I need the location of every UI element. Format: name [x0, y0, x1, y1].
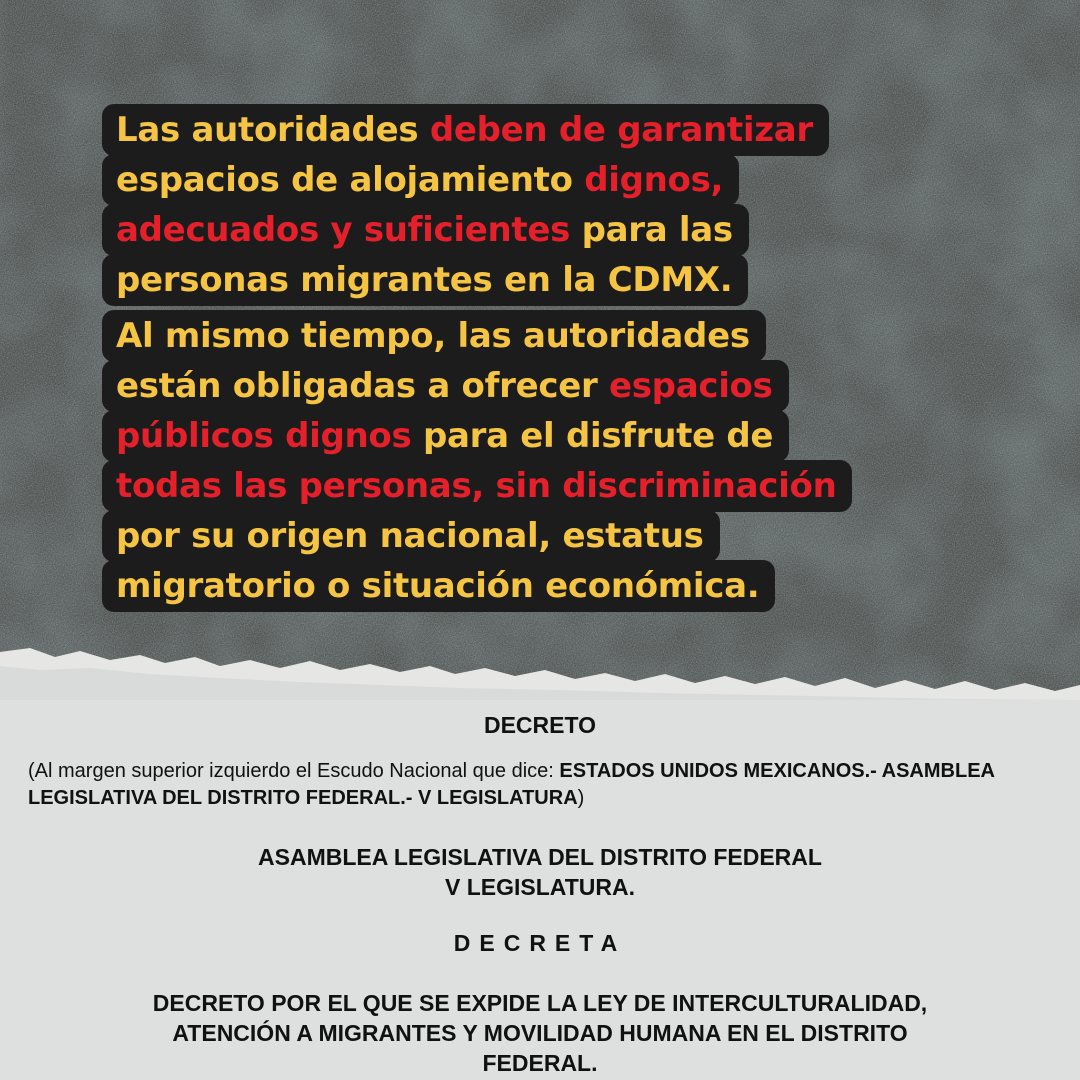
statement-text: espacios de alojamiento — [116, 160, 585, 200]
decree-body — [40, 988, 1040, 1078]
statement-1-line — [102, 204, 749, 256]
decree-line-2: ATENCIÓN A MIGRANTES Y MOVILIDAD HUMANA EN EL DISTRITO — [172, 1020, 908, 1046]
emphasis-text: deben de garantizar — [429, 110, 813, 150]
assembly-line-1: ASAMBLEA LEGISLATIVA DEL DISTRITO FEDERAL — [258, 844, 822, 870]
margin-note-bold: ESTADOS UNIDOS MEXICANOS.- ASAMBLEA LEGISLATIVA DEL DISTRITO FEDERAL.- V LEGISLATURA — [28, 760, 995, 809]
statement-text: están obligadas a ofrecer — [116, 366, 609, 406]
statement-2-line — [102, 510, 720, 562]
statement-1-line — [102, 154, 739, 206]
emphasis-text: adecuados y suficientes — [116, 210, 571, 250]
decree-title: DECRETO — [483, 712, 597, 738]
assembly-line-2: V LEGISLATURA. — [445, 874, 635, 900]
statement-housing — [102, 104, 829, 304]
margin-note-prefix: (Al margen superior izquierdo el Escudo Nacional que dice: — [28, 760, 560, 782]
statement-2-line — [102, 310, 766, 362]
statement-text: Las autoridades — [116, 110, 430, 150]
statement-text: para el disfrute de — [411, 416, 774, 456]
statement-1-line — [102, 104, 829, 156]
statement-text: Al mismo tiempo, las autoridades — [116, 316, 750, 356]
decree-line-3: FEDERAL. — [482, 1050, 598, 1076]
margin-note-suffix: ) — [577, 787, 585, 809]
assembly-heading — [0, 842, 1080, 902]
decree-document — [0, 700, 1080, 1080]
emphasis-text: todas las personas, sin discriminación — [116, 466, 837, 506]
margin-note — [28, 758, 1058, 812]
statement-text: para las — [570, 210, 733, 250]
decree-line-1: DECRETO POR EL QUE SE EXPIDE LA LEY DE INTERCULTURALIDAD, — [152, 990, 928, 1016]
statement-2-line — [102, 460, 852, 512]
statement-1-line — [102, 254, 748, 306]
emphasis-text: públicos dignos — [116, 416, 412, 456]
statement-2-line — [102, 410, 789, 462]
emphasis-text: espacios — [608, 366, 773, 406]
statement-text: migratorio o situación económica. — [116, 566, 760, 606]
statement-2-line — [102, 360, 789, 412]
emphasis-text: dignos, — [584, 160, 724, 200]
statement-2-line — [102, 560, 775, 612]
statement-public-spaces — [102, 310, 852, 610]
decreta-heading: DECRETA — [453, 930, 627, 956]
statement-text: por su origen nacional, estatus — [116, 516, 704, 556]
statement-text: personas migrantes en la CDMX. — [116, 260, 733, 300]
